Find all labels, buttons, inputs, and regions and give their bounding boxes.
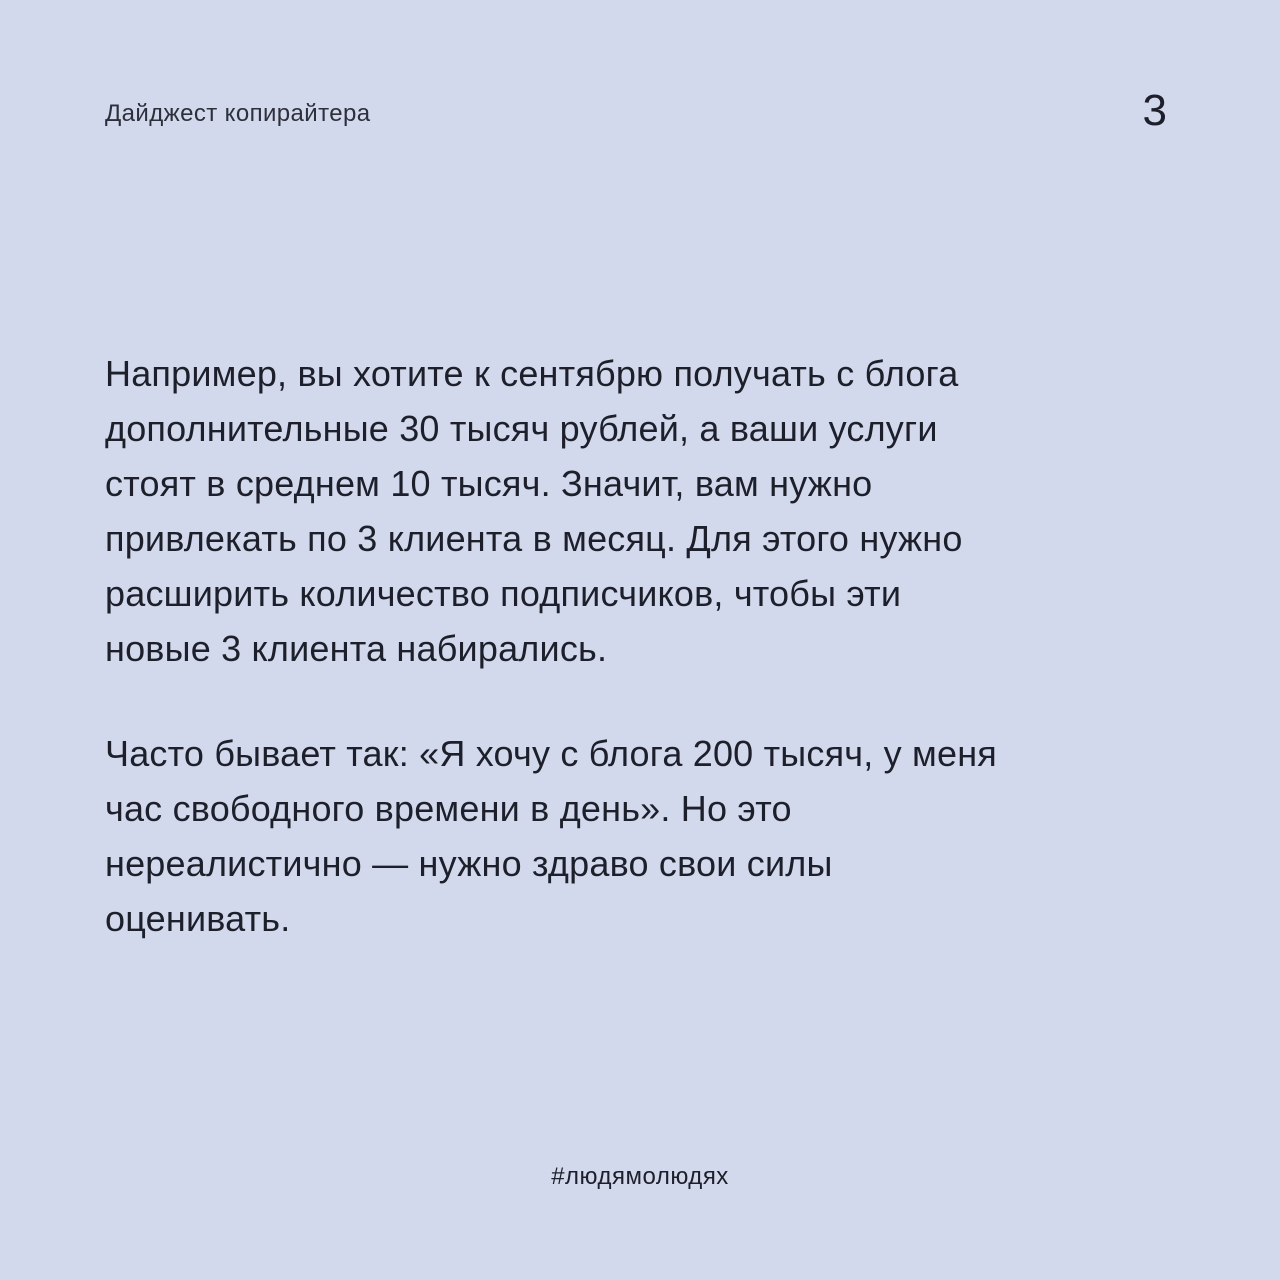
text-line: новые 3 клиента набирались. [105, 628, 608, 669]
text-line: стоят в среднем 10 тысяч. Значит, вам нужно [105, 463, 873, 504]
text-line: дополнительные 30 тысяч рублей, а ваши услуги [105, 408, 938, 449]
paragraph [105, 346, 1175, 676]
paragraph [105, 726, 1175, 946]
header-title: Дайджест копирайтера [105, 100, 371, 127]
page-number: 3 [1142, 86, 1167, 135]
text-line: расширить количество подписчиков, чтобы эти [105, 573, 902, 614]
text-line: Часто бывает так: «Я хочу с блога 200 тысяч, у меня [105, 733, 997, 774]
text-line: привлекать по 3 клиента в месяц. Для этого нужно [105, 518, 963, 559]
text-line: нереалистично — нужно здраво свои силы [105, 843, 833, 884]
text-line: Например, вы хотите к сентябрю получать с блога [105, 353, 959, 394]
text-line: оценивать. [105, 898, 291, 939]
body-text [105, 346, 1175, 946]
text-line: час свободного времени в день». Но это [105, 788, 792, 829]
footer-hashtag: #людямолюдях [551, 1163, 729, 1190]
